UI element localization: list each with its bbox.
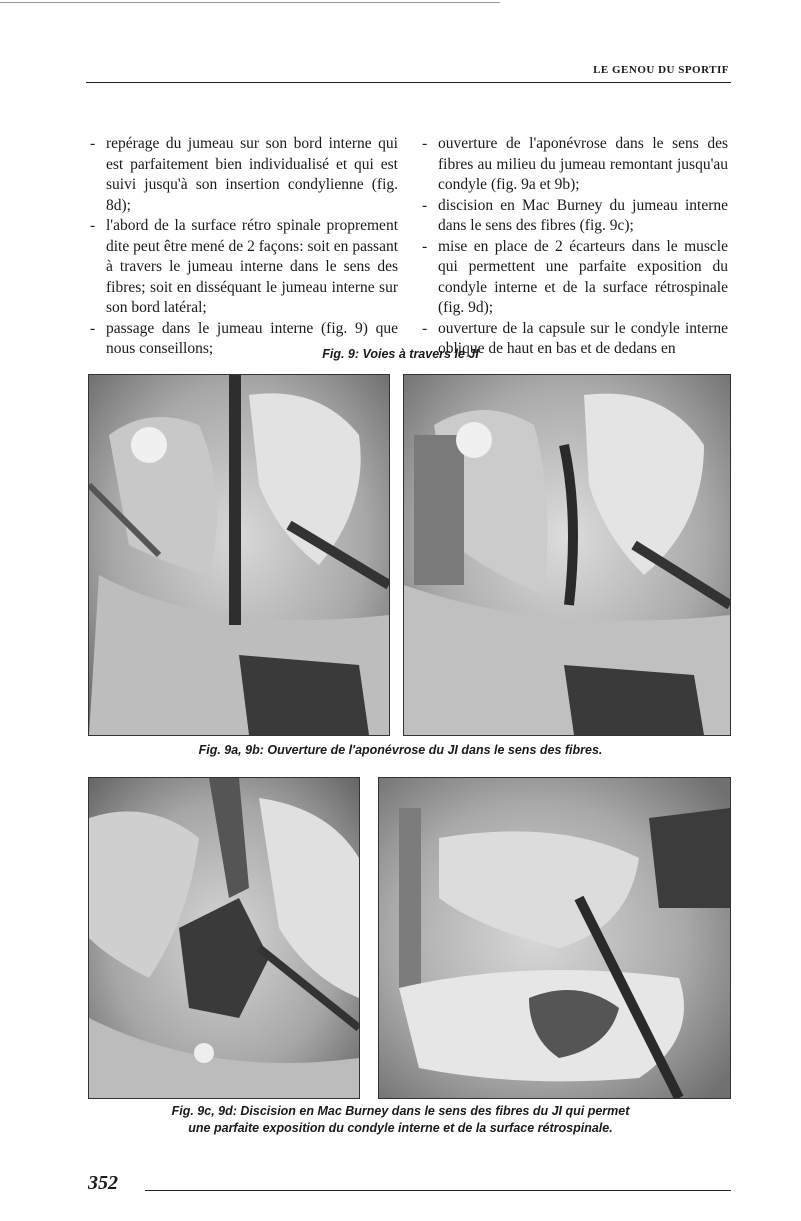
fig9c-photo — [88, 777, 360, 1099]
fig9d-photo — [378, 777, 731, 1099]
right-list-item: - ouverture de l'aponévrose dans le sens des fibres au milieu du jumeau remontant jusqu'au condyle (fig. 9a et 9b); — [420, 134, 728, 196]
fig9-title: Fig. 9: Voies à travers le JI — [322, 347, 479, 361]
fig9a-photo — [88, 374, 390, 736]
footer-rule — [145, 1190, 731, 1191]
left-list-item: - l'abord de la surface rétro spinale proprement dite peut être mené de 2 façons: soit en passant à travers le jumeau interne dans le sens des fibres; soit en disséquant le jumeau interne sur son bord latéral; — [88, 216, 398, 319]
left-column — [88, 134, 398, 360]
page-number: 352 — [88, 1172, 118, 1194]
right-column — [420, 134, 728, 360]
header-rule — [86, 82, 731, 83]
top-edge-rule — [0, 2, 500, 3]
left-list-item: - passage dans le jumeau interne (fig. 9) que nous conseillons; — [88, 319, 398, 360]
right-list-item: - ouverture de la capsule sur le condyle interne oblique de haut en bas et de dedans en — [420, 319, 728, 360]
fig9b-photo — [403, 374, 731, 736]
fig9cd-caption-line1: Fig. 9c, 9d: Discision en Mac Burney dans le sens des fibres du JI qui permet — [171, 1104, 630, 1118]
left-list-item: - repérage du jumeau sur son bord interne qui est parfaitement bien individualisé et qui est suivi jusqu'à son insertion condylienne (fig. 8d); — [88, 134, 398, 216]
running-header: LE GENOU DU SPORTIF — [593, 64, 729, 76]
fig9cd-caption-line2: une parfaite exposition du condyle interne et de la surface rétrospinale. — [188, 1121, 613, 1135]
right-list-item: - discision en Mac Burney du jumeau interne dans le sens des fibres (fig. 9c); — [420, 196, 728, 237]
fig9ab-caption: Fig. 9a, 9b: Ouverture de l'aponévrose du JI dans le sens des fibres. — [198, 743, 603, 757]
right-list-item: - mise en place de 2 écarteurs dans le muscle qui permettent une parfaite exposition du condyle interne et de la surface rétrospinale (fig. 9d); — [420, 237, 728, 319]
